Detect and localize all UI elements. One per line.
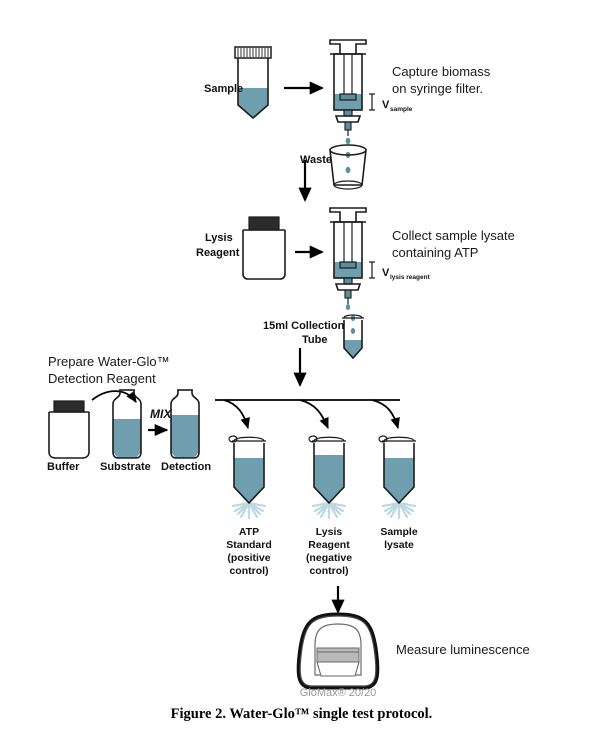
tube-3-line2: lysate	[384, 539, 414, 551]
buffer-bottle-icon	[49, 401, 89, 458]
tube-2-caption	[306, 526, 352, 577]
step-3-group	[47, 354, 211, 473]
collect-instruction-line1: Collect sample lysate	[392, 228, 515, 243]
collect-instruction-line2: containing ATP	[392, 245, 479, 260]
detection-bottle-icon	[169, 390, 201, 461]
arrow-to-tube-2	[300, 400, 328, 428]
result-tube-1	[229, 436, 266, 518]
tube-2-line3: (negative	[305, 552, 353, 564]
buffer-label: Buffer	[47, 461, 80, 473]
capture-instruction-line1: Capture biomass	[392, 64, 491, 79]
volume-sample-symbol: V	[382, 99, 390, 111]
glomax-model-label: GloMax® 20/20	[299, 687, 377, 699]
capture-instruction-line2: on syringe filter.	[392, 81, 484, 96]
glow-burst-3	[383, 503, 415, 518]
lysis-reagent-label-line2: Reagent	[196, 247, 240, 259]
mix-label: MIX	[150, 407, 172, 421]
detection-label: Detection	[161, 461, 212, 473]
glow-burst-2	[313, 503, 345, 518]
tube-2-line4: control)	[309, 565, 349, 577]
tube-2-line2: Reagent	[308, 539, 350, 551]
lysis-reagent-bottle-icon	[243, 217, 285, 279]
volume-sample-subscript: sample	[390, 106, 413, 113]
tube-3-caption	[380, 526, 418, 551]
step-4-group	[226, 436, 418, 577]
collection-tube-label-line2: Tube	[302, 334, 328, 346]
result-tube-2	[309, 436, 346, 518]
volume-lysis-bracket	[369, 262, 375, 278]
substrate-bottle-icon	[111, 390, 143, 461]
tube-1-caption	[226, 526, 272, 577]
tube-1-line1: ATP	[238, 526, 260, 538]
glow-burst-1	[233, 503, 265, 518]
tube-1-line3: (positive	[227, 552, 271, 564]
volume-sample-bracket	[369, 94, 375, 110]
tube-1-line4: control)	[229, 565, 269, 577]
prepare-title-line2: Detection Reagent	[48, 371, 156, 386]
step-2-group	[196, 208, 515, 362]
figure-caption: Figure 2. Water-Glo™ single test protocol.	[170, 706, 433, 722]
sample-label: Sample	[204, 83, 244, 95]
waste-label: Waste	[300, 154, 332, 166]
prepare-title-line1: Prepare Water-Glo™	[48, 354, 170, 369]
syringe-icon-1	[330, 40, 366, 136]
volume-lysis-subscript: lysis reagent	[390, 274, 430, 281]
lysis-reagent-label-line1: Lysis	[205, 232, 233, 244]
tube-2-line1: Lysis	[315, 526, 343, 538]
step-5-group	[300, 616, 530, 699]
tube-3-line1: Sample	[380, 526, 418, 538]
result-tube-3	[379, 436, 416, 518]
arrow-to-tube-3	[372, 400, 398, 428]
glomax-luminometer-icon	[300, 616, 376, 686]
collection-tube-icon	[342, 315, 366, 362]
measure-luminescence-instruction: Measure luminescence	[396, 642, 530, 657]
syringe-icon-2	[330, 208, 366, 304]
collection-tube-label-line1: 15ml Collection	[263, 320, 345, 332]
volume-lysis-symbol: V	[382, 267, 390, 279]
substrate-label: Substrate	[100, 461, 151, 473]
tube-1-line2: Standard	[226, 539, 272, 551]
arrow-to-tube-1	[224, 400, 248, 428]
droplets-to-collection	[346, 304, 355, 334]
step-1-group	[204, 40, 491, 189]
branching-arrows-group	[215, 400, 400, 428]
